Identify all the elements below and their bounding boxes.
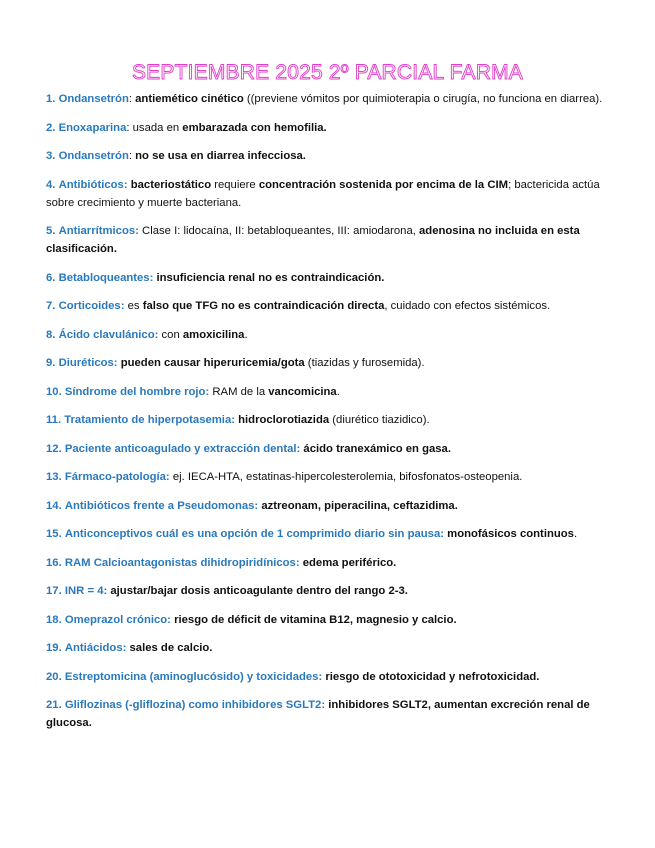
item-number: 13. xyxy=(46,471,62,483)
list-item xyxy=(46,611,614,629)
item-text-bold: vancomicina xyxy=(268,385,337,398)
item-number: 20. xyxy=(46,670,62,683)
item-topic: Antiácidos: xyxy=(64,642,127,654)
item-text: Clase I: lidocaína, II: betabloqueantes, III: amiodarona, xyxy=(138,225,420,237)
item-number: 6. xyxy=(46,271,56,284)
list-item xyxy=(46,326,614,344)
item-text-bold: concentración sostenida por encima de la CIM xyxy=(258,178,509,191)
item-text-bold: pueden causar hiperuricemia/gota xyxy=(120,357,305,369)
list-item xyxy=(46,411,614,429)
list-item xyxy=(46,176,614,212)
item-number: 7. xyxy=(46,300,56,312)
list-item xyxy=(46,90,614,108)
item-text: . xyxy=(573,528,578,540)
item-text-bold: ajustar/bajar dosis anticoagulante dentro del rango 2-3. xyxy=(110,585,408,597)
item-text: ; bactericida actúa sobre crecimiento y muerte bacteriana. xyxy=(46,178,600,209)
list-item xyxy=(46,119,614,137)
item-text: (tiazidas y furosemida). xyxy=(304,357,425,369)
list-item xyxy=(46,440,614,458)
item-text: : usada en xyxy=(126,121,183,134)
list-item xyxy=(46,554,614,572)
item-text-bold: no se usa en diarrea infecciosa. xyxy=(135,150,306,162)
item-number: 3. xyxy=(46,150,56,162)
item-text-bold: bacteriostático xyxy=(130,178,212,191)
item-topic: Antibióticos: xyxy=(58,178,128,191)
item-text-bold: inhibidores SGLT2, aumentan excreción renal de glucosa. xyxy=(46,699,590,729)
item-number: 17. xyxy=(46,585,62,597)
item-text-bold: edema periférico. xyxy=(302,556,397,569)
item-text: ((previene vómitos por quimioterapia o cirugía, no funciona en diarrea). xyxy=(243,93,603,105)
item-topic: Antiarrítmicos: xyxy=(58,225,139,237)
item-topic: Betabloqueantes: xyxy=(58,271,154,284)
item-topic: Corticoides: xyxy=(58,300,125,312)
item-topic: Estreptomicina (aminoglucósido) y toxicidades: xyxy=(64,670,323,683)
list-item xyxy=(46,497,614,515)
list-item xyxy=(46,147,614,165)
list-item xyxy=(46,696,614,732)
item-topic: Anticonceptivos cuál es una opción de 1 comprimido diario sin pausa: xyxy=(64,528,445,540)
item-number: 16. xyxy=(46,556,62,569)
list-item xyxy=(46,468,614,486)
item-number: 15. xyxy=(46,528,62,540)
list-item xyxy=(46,668,614,686)
item-number: 9. xyxy=(46,357,56,369)
item-number: 11. xyxy=(46,414,62,426)
item-topic: INR = 4: xyxy=(64,585,108,597)
item-number: 21. xyxy=(46,699,62,711)
item-text-bold: riesgo de déficit de vitamina B12, magnesio y calcio. xyxy=(174,613,457,626)
list-item xyxy=(46,269,614,287)
item-number: 10. xyxy=(46,385,62,398)
item-text: . xyxy=(336,385,340,398)
list-item xyxy=(46,222,614,258)
item-text: . xyxy=(244,328,248,341)
item-text: (diurético tiazidico). xyxy=(329,414,430,426)
item-text: ej. IECA-HTA, estatinas-hipercolesterolemia, bifosfonatos-osteopenia. xyxy=(169,471,523,483)
item-text-bold: monofásicos continuos xyxy=(447,528,574,540)
item-text-bold: adenosina no incluida en esta clasificación. xyxy=(46,225,580,255)
item-text: : xyxy=(128,93,136,105)
item-topic: Ondansetrón xyxy=(58,93,129,105)
item-topic: Ácido clavulánico: xyxy=(58,328,159,341)
page-title: SEPTIEMBRE 2025 2º PARCIAL FARMA xyxy=(131,61,524,85)
item-topic: Paciente anticoagulado y extracción dental: xyxy=(64,442,301,455)
item-text: : xyxy=(128,150,136,162)
item-text-bold: aztreonam, piperacilina, ceftazidima. xyxy=(261,499,458,512)
item-topic: Tratamiento de hiperpotasemia: xyxy=(64,414,235,426)
item-topic: RAM Calcioantagonistas dihidropiridínicos: xyxy=(64,556,300,569)
item-number: 5. xyxy=(46,225,56,237)
item-text-bold: sales de calcio. xyxy=(129,642,213,654)
item-text: requiere xyxy=(211,178,259,191)
item-topic: Fármaco-patología: xyxy=(64,471,170,483)
item-topic: Enoxaparina xyxy=(58,121,127,134)
item-text: , cuidado con efectos sistémicos. xyxy=(384,300,551,312)
item-text-bold: riesgo de ototoxicidad y nefrotoxicidad. xyxy=(325,670,540,683)
item-text-bold: insuficiencia renal no es contraindicación. xyxy=(156,271,385,284)
item-text: con xyxy=(158,328,183,341)
item-text-bold: amoxicilina xyxy=(182,328,245,341)
item-topic: Antibióticos frente a Pseudomonas: xyxy=(64,499,259,512)
list-item xyxy=(46,383,614,401)
item-text-bold: antiemético cinético xyxy=(135,93,244,105)
item-text-bold: hidroclorotiazida xyxy=(238,414,330,426)
item-number: 8. xyxy=(46,328,56,341)
item-text-bold: ácido tranexámico en gasa. xyxy=(303,442,451,455)
item-number: 1. xyxy=(46,93,56,105)
list-item xyxy=(46,525,614,543)
list-item xyxy=(46,297,614,315)
item-topic: Diuréticos: xyxy=(58,357,118,369)
list-item xyxy=(46,354,614,372)
item-list xyxy=(46,90,614,743)
item-topic: Síndrome del hombre rojo: xyxy=(64,385,210,398)
item-number: 4. xyxy=(46,178,56,191)
item-text-bold: falso que TFG no es contraindicación directa xyxy=(142,300,385,312)
list-item xyxy=(46,582,614,600)
item-topic: Gliflozinas (-gliflozina) como inhibidores SGLT2: xyxy=(64,699,326,711)
item-text: RAM de la xyxy=(209,385,269,398)
item-text-bold: embarazada con hemofilia. xyxy=(182,121,327,134)
item-text: es xyxy=(124,300,143,312)
item-number: 18. xyxy=(46,613,62,626)
item-topic: Ondansetrón xyxy=(58,150,129,162)
item-number: 14. xyxy=(46,499,62,512)
list-item xyxy=(46,639,614,657)
item-number: 19. xyxy=(46,642,62,654)
item-number: 12. xyxy=(46,442,62,455)
item-number: 2. xyxy=(46,121,56,134)
item-topic: Omeprazol crónico: xyxy=(64,613,171,626)
